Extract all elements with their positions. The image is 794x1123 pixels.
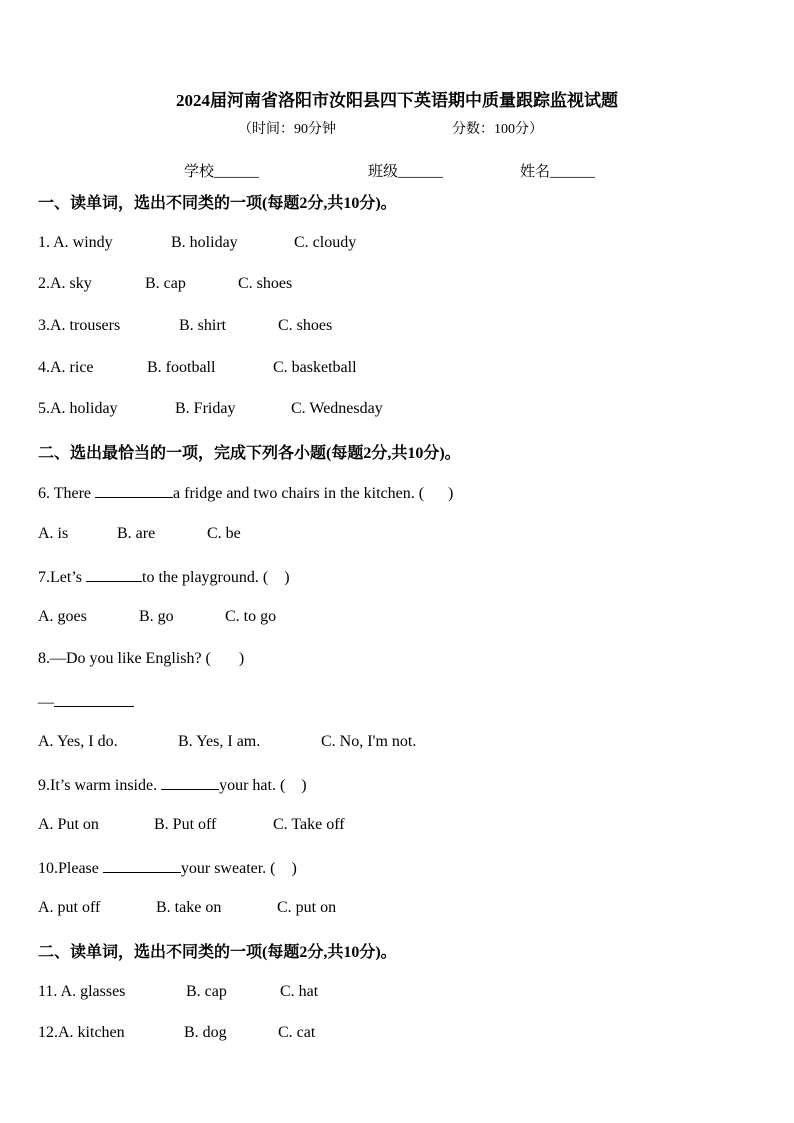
option-a: A. is <box>38 525 69 542</box>
option-a: A. Yes, I do. <box>38 733 118 750</box>
class-field: 班级______ <box>368 164 444 180</box>
school-field: 学校______ <box>184 164 260 180</box>
question-stem <box>38 483 453 503</box>
option-a: 3.A. trousers <box>38 317 121 334</box>
option-b: B. cap <box>145 275 186 292</box>
stem-start: 6. There <box>38 485 96 502</box>
option-c: C. put on <box>277 899 337 916</box>
option-b: B. Put off <box>154 816 217 833</box>
question-stem: 8.—Do you like English? ( ) <box>38 650 245 667</box>
option-b: B. football <box>147 359 216 376</box>
option-a: 11. A. glasses <box>38 983 126 1000</box>
question-stem <box>38 567 290 587</box>
stem-end: to the playground. ( ) <box>142 569 290 586</box>
answer-blank <box>95 483 173 498</box>
stem-end: a fridge and two chairs in the kitchen. ( ) <box>173 485 454 502</box>
option-b: B. are <box>117 525 156 542</box>
option-c: C. basketball <box>273 359 357 376</box>
option-c: C. No, I'm not. <box>321 733 417 750</box>
answer-blank <box>161 775 219 790</box>
option-b: B. Friday <box>175 400 236 417</box>
option-a: A. Put on <box>38 816 99 833</box>
section-heading-3: 二、读单词，选出不同类的一项(每题2分,共10分)。 <box>38 944 397 961</box>
option-b: B. take on <box>156 899 222 916</box>
page-title: 2024届河南省洛阳市汝阳县四下英语期中质量跟踪监视试题 <box>176 91 618 110</box>
answer-dash: — <box>38 694 54 711</box>
option-a: A. goes <box>38 608 87 625</box>
option-b: B. holiday <box>171 234 238 251</box>
question-stem <box>38 858 297 878</box>
option-b: B. Yes, I am. <box>178 733 261 750</box>
name-field: 姓名______ <box>520 164 596 180</box>
option-c: C. cloudy <box>294 234 357 251</box>
stem-end: your sweater. ( ) <box>180 860 297 877</box>
option-c: C. Wednesday <box>291 400 383 417</box>
stem-start: 9.It’s warm inside. <box>38 777 162 794</box>
option-c: C. shoes <box>278 317 333 334</box>
answer-line <box>38 692 134 712</box>
option-c: C. Take off <box>273 816 345 833</box>
option-a: 1. A. windy <box>38 234 113 251</box>
option-c: C. shoes <box>238 275 293 292</box>
option-a: 2.A. sky <box>38 275 92 292</box>
section-heading-2: 二、选出最恰当的一项，完成下列各小题(每题2分,共10分)。 <box>38 445 461 462</box>
option-a: 12.A. kitchen <box>38 1024 125 1041</box>
stem-end: your hat. ( ) <box>219 777 307 794</box>
option-a: 5.A. holiday <box>38 400 118 417</box>
question-stem <box>38 775 307 795</box>
option-b: B. go <box>139 608 174 625</box>
option-b: B. shirt <box>179 317 227 334</box>
option-a: 4.A. rice <box>38 359 94 376</box>
exam-time: （时间：90分钟 <box>238 122 336 137</box>
option-c: C. hat <box>280 983 319 1000</box>
option-b: B. cap <box>186 983 227 1000</box>
option-b: B. dog <box>184 1024 227 1041</box>
option-c: C. to go <box>225 608 277 625</box>
answer-blank <box>86 567 142 582</box>
option-a: A. put off <box>38 899 101 916</box>
answer-blank <box>103 858 181 873</box>
answer-blank <box>54 692 134 707</box>
exam-score: 分数：100分） <box>452 122 543 137</box>
option-c: C. be <box>207 525 241 542</box>
stem-start: 7.Let’s <box>38 569 86 586</box>
option-c: C. cat <box>278 1024 316 1041</box>
section-heading-1: 一、读单词，选出不同类的一项(每题2分,共10分)。 <box>38 195 397 212</box>
stem-start: 10.Please <box>38 860 103 877</box>
